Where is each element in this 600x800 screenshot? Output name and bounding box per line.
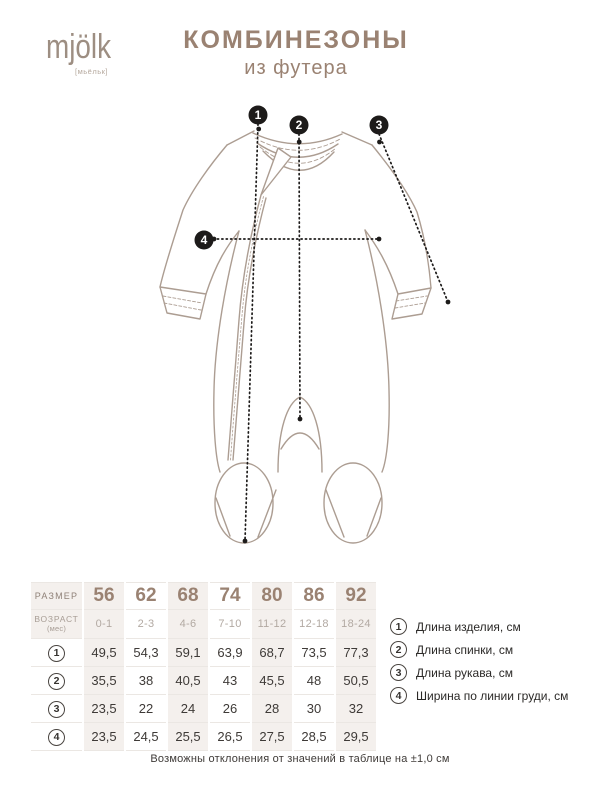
right-shoulder-line	[342, 132, 372, 145]
measurement-marker-4	[195, 231, 214, 250]
age-cell: 2-3	[125, 610, 167, 639]
right-foot	[324, 463, 382, 543]
value-cell: 22	[125, 695, 167, 723]
value-cell: 26,5	[209, 723, 251, 751]
value-cell: 43	[209, 667, 251, 695]
body-right-side	[365, 230, 389, 472]
table-row	[31, 695, 376, 723]
age-cell: 12-18	[293, 610, 335, 639]
size-cell: 80	[251, 583, 293, 610]
age-row-label	[31, 610, 83, 639]
legend-number-badge: 1	[390, 618, 407, 635]
row-number-cell	[31, 695, 83, 723]
value-cell: 59,1	[167, 639, 209, 667]
table-row	[31, 667, 376, 695]
brand-name: mjölk	[46, 28, 112, 66]
legend-item	[390, 664, 568, 681]
size-cell: 86	[293, 583, 335, 610]
table-row	[31, 723, 376, 751]
table-row	[31, 639, 376, 667]
value-cell: 35,5	[83, 667, 125, 695]
value-cell: 68,7	[251, 639, 293, 667]
measurement-marker-1	[249, 106, 268, 125]
page-title: КОМБИНЕЗОНЫ	[183, 26, 409, 54]
size-cell: 74	[209, 583, 251, 610]
row-number-badge: 2	[48, 673, 65, 690]
value-cell: 32	[335, 695, 376, 723]
value-cell: 23,5	[83, 723, 125, 751]
measurement-marker-3	[370, 116, 389, 135]
marker-1-number: 1	[254, 108, 262, 123]
age-cell: 11-12	[251, 610, 293, 639]
legend-number-badge: 4	[390, 687, 407, 704]
measurement-line-3	[377, 134, 450, 304]
row-number-cell	[31, 723, 83, 751]
measurement-markers	[195, 106, 389, 250]
value-cell: 24	[167, 695, 209, 723]
left-foot	[215, 463, 273, 543]
title-block	[0, 27, 592, 80]
legend-label: Ширина по линии груди, см	[416, 688, 569, 703]
value-cell: 26	[209, 695, 251, 723]
age-cell: 7-10	[209, 610, 251, 639]
garment-outline	[160, 131, 431, 543]
size-row-label: РАЗМЕР	[31, 583, 83, 610]
collar	[253, 133, 342, 170]
brand-transcription: [мьёльк]	[75, 67, 108, 76]
marker-4-number: 4	[200, 233, 208, 248]
value-cell: 48	[293, 667, 335, 695]
age-cell: 18-24	[335, 610, 376, 639]
legend-label: Длина изделия, см	[416, 619, 521, 634]
size-cell: 56	[83, 583, 125, 610]
value-cell: 54,3	[125, 639, 167, 667]
value-cell: 29,5	[335, 723, 376, 751]
size-cell: 68	[167, 583, 209, 610]
page-subtitle: из футера	[244, 56, 348, 79]
right-sleeve	[365, 145, 431, 319]
measurement-marker-2	[290, 116, 309, 135]
age-cell: 0-1	[83, 610, 125, 639]
legend-item	[390, 641, 568, 658]
value-cell: 63,9	[209, 639, 251, 667]
value-cell: 45,5	[251, 667, 293, 695]
row-number-cell	[31, 639, 83, 667]
legend-number-badge: 3	[390, 664, 407, 681]
size-row	[31, 583, 376, 610]
age-label-unit: (мес)	[46, 623, 67, 633]
marker-3-number: 3	[375, 118, 383, 133]
zipper-placket	[228, 148, 291, 460]
legend-label: Длина рукава, см	[416, 665, 514, 680]
age-row	[31, 610, 376, 639]
value-cell: 28	[251, 695, 293, 723]
size-table	[31, 582, 376, 751]
value-cell: 50,5	[335, 667, 376, 695]
value-cell: 23,5	[83, 695, 125, 723]
row-number-badge: 4	[48, 729, 65, 746]
measurements-legend	[390, 618, 568, 710]
value-cell: 25,5	[167, 723, 209, 751]
measurement-line-2	[297, 134, 303, 421]
value-cell: 28,5	[293, 723, 335, 751]
row-number-badge: 3	[48, 701, 65, 718]
value-cell: 38	[125, 667, 167, 695]
value-cell: 24,5	[125, 723, 167, 751]
garment-diagram	[150, 100, 470, 560]
row-number-badge: 1	[48, 645, 65, 662]
size-cell: 62	[125, 583, 167, 610]
row-number-cell	[31, 667, 83, 695]
age-label-text: ВОЗРАСТ	[34, 613, 79, 624]
value-cell: 30	[293, 695, 335, 723]
legend-number-badge: 2	[390, 641, 407, 658]
tolerance-note: Возможны отклонения от значений в таблице на ±1,0 см	[150, 753, 450, 765]
legend-item	[390, 618, 568, 635]
value-cell: 77,3	[335, 639, 376, 667]
value-cell: 73,5	[293, 639, 335, 667]
marker-2-number: 2	[295, 118, 303, 133]
size-cell: 92	[335, 583, 376, 610]
left-shoulder-line	[227, 131, 254, 145]
legend-item	[390, 687, 568, 704]
value-cell: 27,5	[251, 723, 293, 751]
value-cell: 49,5	[83, 639, 125, 667]
value-cell: 40,5	[167, 667, 209, 695]
age-cell: 4-6	[167, 610, 209, 639]
legend-label: Длина спинки, см	[416, 642, 514, 657]
